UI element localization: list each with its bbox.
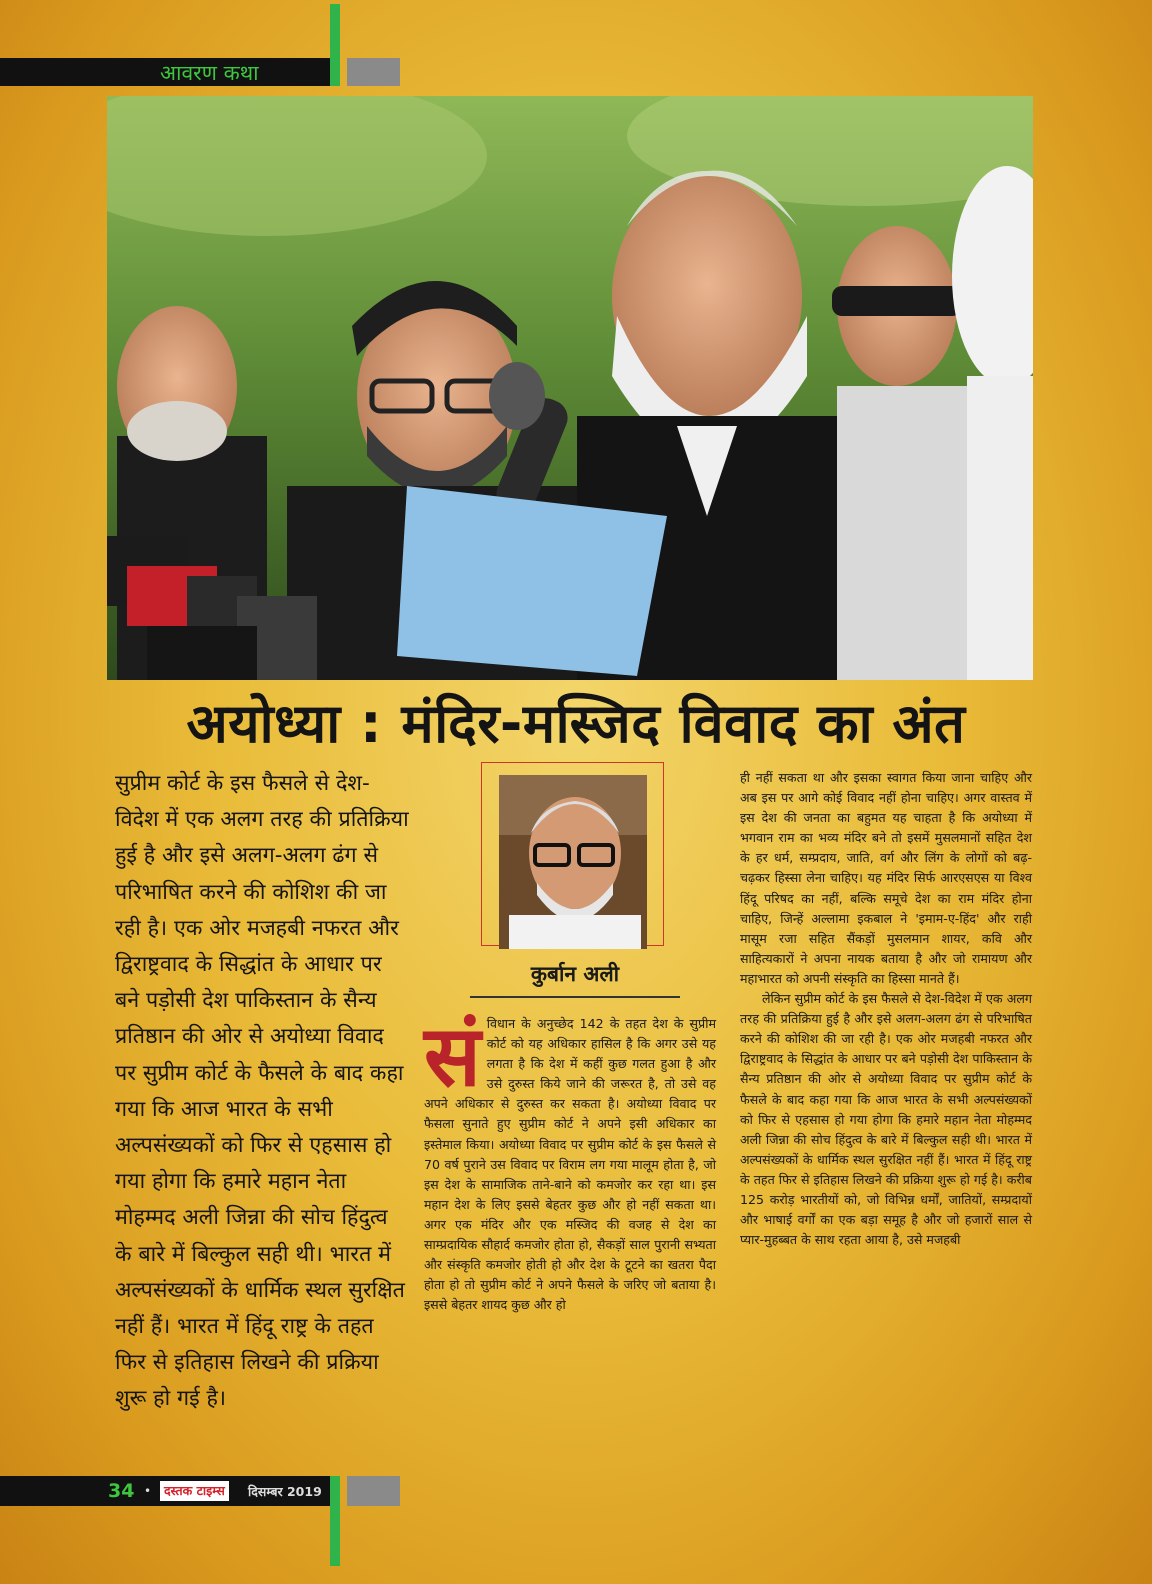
green-accent-rule-bottom [330, 1476, 340, 1566]
drop-cap: सं [424, 1007, 481, 1105]
grey-accent-box-bottom [347, 1476, 400, 1506]
issue-date: दिसम्बर 2019 [248, 1484, 322, 1499]
pull-quote [115, 766, 410, 1418]
page-number: 34 [108, 1480, 135, 1502]
author-photo [499, 775, 647, 949]
article-paragraph: ही नहीं सकता था और इसका स्वागत किया जाना चाहिए और अब इस पर आगे कोई विवाद नहीं होना चाहिए। अगर वास्तव में इस देश की जनता का बहुमत यह चाहता है कि अयोध्या में भगवान राम का भव्य मंदिर बने तो इसमें मुसलमानों सहित देश के हर धर्म, सम्प्रदाय, जाति, वर्ग और लिंग के लोगों को बढ़-चढ़कर हिस्सा लेना चाहिए। यह मंदिर सिर्फ आरएसएस या विश्व हिंदू परिषद का नहीं, बल्कि समूचे देश का राम मंदिर होना चाहिए, जिन्हें अल्लामा इकबाल ने 'इमाम-ए-हिंद' और राही मासूम रजा सहित सैंकड़ों मुसलमान शायर, कवि और साहित्यकारों ने अपना नायक बताया है और जो रामायण और महाभारत को अपनी संस्कृति का हिस्सा मानते हैं। [740, 770, 1032, 986]
article-paragraph: विधान के अनुच्छेद 142 के तहत देश के सुप्रीम कोर्ट को यह अधिकार हासिल है कि अगर उसे यह लगता है कि देश में कहीं कुछ गलत हुआ है और उसे दुरुस्त किये जाने की जरूरत है, तो उसे वह अपने अधिकार से दुरुस्त कर सकता है। अयोध्या विवाद पर फैसला सुनाते हुए सुप्रीम कोर्ट ने अपने इसी अधिकार का इस्तेमाल किया। अयोध्या विवाद पर सुप्रीम कोर्ट के इस फैसले से 70 वर्ष पुराने उस विवाद पर विराम लग गया मालूम होता है, जो इस देश के सामाजिक ताने-बाने को कमजोर कर रहा था। इस महान देश के लिए इससे बेहतर कुछ और हो नहीं सकता था। अगर एक मंदिर और एक मस्जिद की वजह से देश का साम्प्रदायिक सौहार्द कमजोर होता हो, सैकड़ों साल पुरानी सभ्यता और संस्कृति कमजोर होती हो और देश के टूटने का खतरा पैदा होता हो तो सुप्रीम कोर्ट ने अपने फैसले के जरिए जो बताया है। इससे बेहतर शायद कुछ और हो [424, 1016, 716, 1313]
article-headline: अयोध्या : मंदिर-मस्जिद विवाद का अंत [186, 692, 966, 755]
author-photo-frame [481, 762, 664, 946]
lead-photo [107, 96, 1033, 680]
author-name: कुर्बान अली [530, 962, 620, 986]
author-portrait [499, 775, 647, 949]
section-label: आवरण कथा [160, 61, 259, 85]
article-column-3 [740, 768, 1032, 1250]
article-paragraph: लेकिन सुप्रीम कोर्ट के इस फैसले से देश-विदेश में एक अलग तरह की प्रतिक्रिया हुई है और इसे अलग-अलग ढंग से परिभाषित करने की कोशिश की जा रही है। एक ओर मजहबी नफरत और द्विराष्ट्रवाद के सिद्धांत के आधार पर बने पड़ोसी देश पाकिस्तान के सैन्य प्रतिष्ठान की ओर से अयोध्या विवाद पर सुप्रीम कोर्ट के फैसले के बाद कहा गया कि आज भारत के सभी अल्पसंख्यकों को फिर से एहसास हो गया होगा कि हमारे महान नेता मोहम्मद अली जिन्ना की सोच हिंदुत्व के बारे में बिल्कुल सही थी। भारत में अल्पसंख्यकों के धार्मिक स्थल सुरक्षित नहीं हैं। भारत में हिंदू राष्ट्र के तहत फिर से इतिहास लिखने की प्रक्रिया शुरू हो गई है। करीब 125 करोड़ भारतीयों को, जो विभिन्न धर्मों, जातियों, सम्प्रदायों और भाषाई वर्गों का एक बड़ा समूह है और जो हजारों साल से प्यार-मुहब्बत के साथ रहता आया है, उसे मजहबी [740, 991, 1032, 1248]
grey-accent-box [347, 58, 400, 86]
press-conference-illustration [107, 96, 1033, 680]
green-accent-rule [330, 4, 340, 86]
pull-quote-text: सुप्रीम कोर्ट के इस फैसले से देश-विदेश में एक अलग तरह की प्रतिक्रिया हुई है और इसे अलग-अलग ढंग से परिभाषित करने की कोशिश की जा रही है। एक ओर मजहबी नफरत और द्विराष्ट्रवाद के सिद्धांत के आधार पर बने पड़ोसी देश पाकिस्तान के सैन्य प्रतिष्ठान की ओर से अयोध्या विवाद पर सुप्रीम कोर्ट के फैसले के बाद कहा गया कि आज भारत के सभी अल्पसंख्यकों को फिर से एहसास हो गया होगा कि हमारे महान नेता मोहम्मद अली जिन्ना की सोच हिंदुत्व के बारे में बिल्कुल सही थी। भारत में अल्पसंख्यकों के धार्मिक स्थल सुरक्षित नहीं हैं। भारत में हिंदू राष्ट्र के तहत फिर से इतिहास लिखने की प्रक्रिया शुरू हो गई है। [115, 771, 409, 1412]
magazine-logo: दस्तक टाइम्स [160, 1481, 229, 1501]
author-divider [470, 996, 680, 998]
article-column-2 [424, 1007, 716, 1315]
footer-bullet: • [144, 1484, 152, 1498]
